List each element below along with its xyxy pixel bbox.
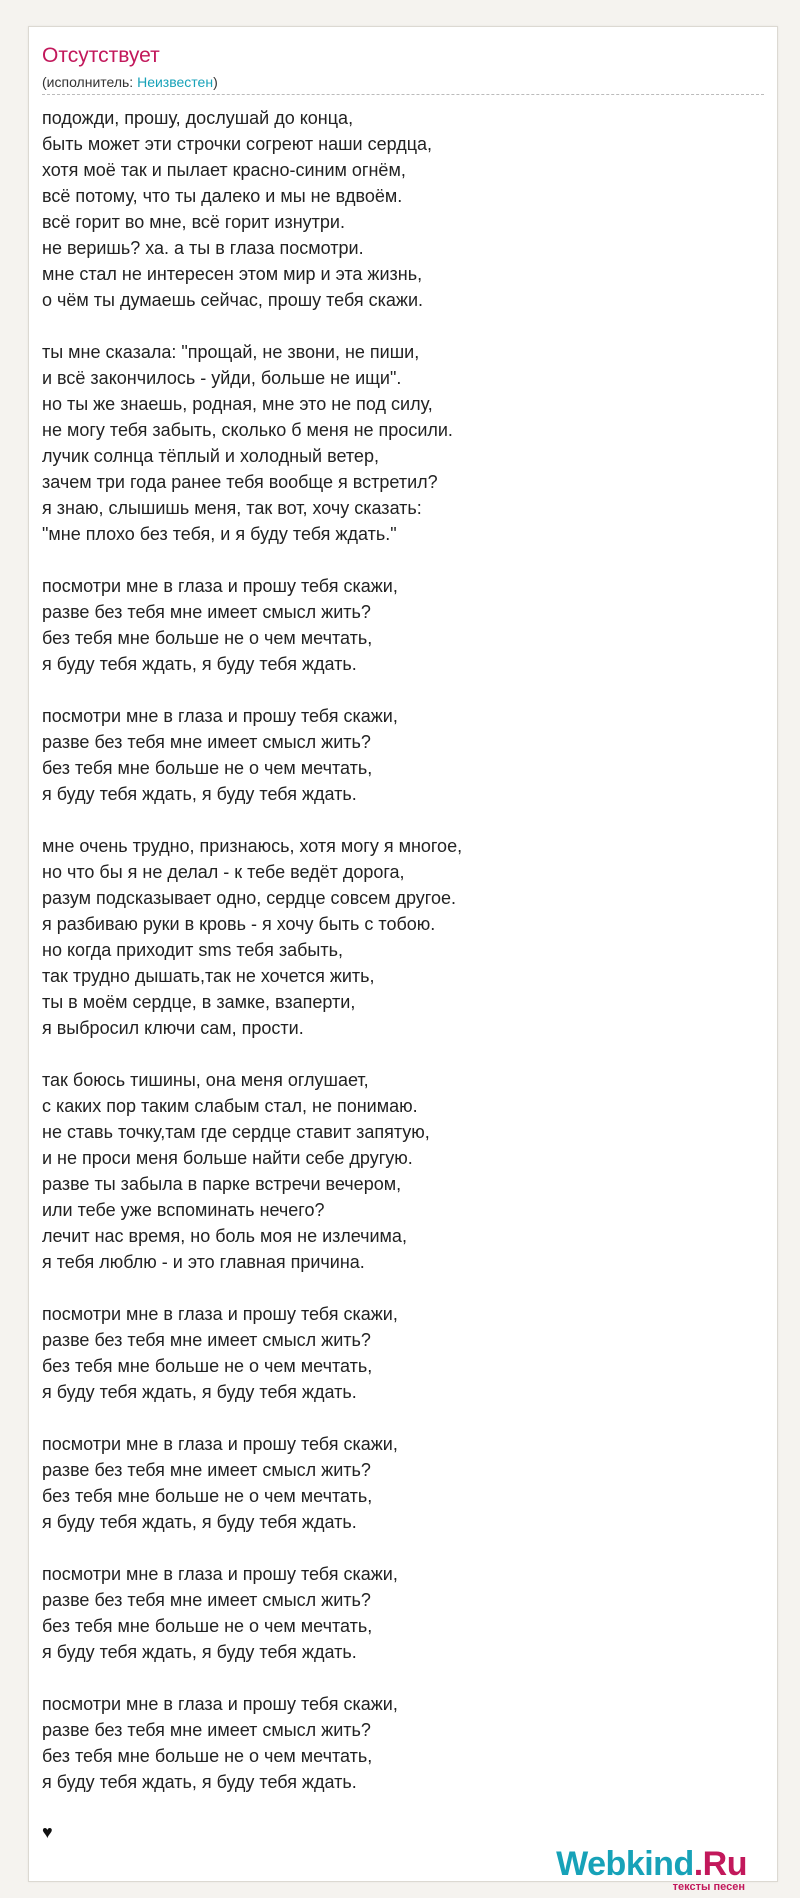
lyric-line: я буду тебя ждать, я буду тебя ждать. <box>42 1642 357 1662</box>
stanza <box>42 1561 762 1665</box>
stanza <box>42 1301 762 1405</box>
lyric-line: зачем три года ранее тебя вообще я встретил? <box>42 472 438 492</box>
lyric-line: без тебя мне больше не о чем мечтать, <box>42 1356 373 1376</box>
lyric-line: я буду тебя ждать, я буду тебя ждать. <box>42 1772 357 1792</box>
stanza <box>42 573 762 677</box>
stanza-gap <box>42 313 762 339</box>
lyric-line: ты в моём сердце, в замке, взаперти, <box>42 992 356 1012</box>
stanza-gap <box>42 1275 762 1301</box>
lyric-line: "мне плохо без тебя, и я буду тебя ждать." <box>42 524 397 544</box>
lyric-line: хотя моё так и пылает красно-синим огнём, <box>42 160 406 180</box>
stanza-gap <box>42 1405 762 1431</box>
lyric-line: так трудно дышать,так не хочется жить, <box>42 966 375 986</box>
stanza-gap <box>42 547 762 573</box>
lyric-line: я буду тебя ждать, я буду тебя ждать. <box>42 1382 357 1402</box>
lyric-line: разве без тебя мне имеет смысл жить? <box>42 1590 371 1610</box>
lyric-line: без тебя мне больше не о чем мечтать, <box>42 1746 373 1766</box>
lyric-line: разве без тебя мне имеет смысл жить? <box>42 1720 371 1740</box>
lyric-line: посмотри мне в глаза и прошу тебя скажи, <box>42 576 398 596</box>
lyric-line: лучик солнца тёплый и холодный ветер, <box>42 446 379 466</box>
lyric-line: так боюсь тишины, она меня оглушает, <box>42 1070 369 1090</box>
site-logo[interactable] <box>557 1845 747 1895</box>
lyric-line: я разбиваю руки в кровь - я хочу быть с тобою. <box>42 914 436 934</box>
lyric-line: разве без тебя мне имеет смысл жить? <box>42 1460 371 1480</box>
lyric-line: о чём ты думаешь сейчас, прошу тебя скажи. <box>42 290 424 310</box>
stanza-gap <box>42 1041 762 1067</box>
lyric-line: мне очень трудно, признаюсь, хотя могу я многое, <box>42 836 463 856</box>
lyric-line: не ставь точку,там где сердце ставит запятую, <box>42 1122 430 1142</box>
lyric-line: посмотри мне в глаза и прошу тебя скажи, <box>42 1564 398 1584</box>
stanza <box>42 339 762 547</box>
lyric-line: но когда приходит sms тебя забыть, <box>42 940 343 960</box>
lyric-line: без тебя мне больше не о чем мечтать, <box>42 1616 373 1636</box>
lyric-line: лечит нас время, но боль моя не излечима, <box>42 1226 407 1246</box>
performer-line <box>42 73 218 91</box>
lyric-line: но что бы я не делал - к тебе ведёт дорога, <box>42 862 405 882</box>
lyric-line: и всё закончилось - уйди, больше не ищи". <box>42 368 402 388</box>
lyric-line: без тебя мне больше не о чем мечтать, <box>42 628 373 648</box>
stanza <box>42 703 762 807</box>
dashed-divider <box>42 94 764 95</box>
lyric-line: не веришь? ха. а ты в глаза посмотри. <box>42 238 364 258</box>
lyric-line: разве без тебя мне имеет смысл жить? <box>42 1330 371 1350</box>
performer-suffix: ) <box>213 74 218 90</box>
logo-subtitle: тексты песен <box>672 1881 745 1893</box>
lyric-line: я буду тебя ждать, я буду тебя ждать. <box>42 1512 357 1532</box>
stanza-gap <box>42 807 762 833</box>
lyric-line: всё потому, что ты далеко и мы не вдвоём. <box>42 186 403 206</box>
logo-main: Webkind <box>556 1845 694 1883</box>
performer-prefix: (исполнитель: <box>42 74 138 90</box>
stanza <box>42 105 762 313</box>
stanza <box>42 1431 762 1535</box>
lyric-line: подожди, прошу, дослушай до конца, <box>42 108 354 128</box>
lyric-line: разве без тебя мне имеет смысл жить? <box>42 602 371 622</box>
song-title: Отсутствует <box>42 44 160 67</box>
logo-wordmark <box>556 1845 747 1883</box>
lyric-line: разве ты забыла в парке встречи вечером, <box>42 1174 402 1194</box>
lyric-line: посмотри мне в глаза и прошу тебя скажи, <box>42 1694 398 1714</box>
lyric-line: мне стал не интересен этом мир и эта жизнь, <box>42 264 423 284</box>
lyric-line: не могу тебя забыть, сколько б меня не просили. <box>42 420 453 440</box>
lyric-line: я буду тебя ждать, я буду тебя ждать. <box>42 784 357 804</box>
lyric-line: всё горит во мне, всё горит изнутри. <box>42 212 345 232</box>
stanza-gap <box>42 1535 762 1561</box>
logo-tld: .Ru <box>693 1845 747 1883</box>
lyric-line: я выбросил ключи сам, прости. <box>42 1018 304 1038</box>
lyric-line: без тебя мне больше не о чем мечтать, <box>42 758 373 778</box>
lyrics-card <box>28 26 778 1893</box>
lyric-line: без тебя мне больше не о чем мечтать, <box>42 1486 373 1506</box>
lyric-line: я тебя люблю - и это главная причина. <box>42 1252 365 1272</box>
lyrics-text <box>42 105 762 1795</box>
lyric-line: с каких пор таким слабым стал, не понимаю. <box>42 1096 418 1116</box>
lyric-line: разум подсказывает одно, сердце совсем другое. <box>42 888 456 908</box>
stanza <box>42 1067 762 1275</box>
lyric-line: посмотри мне в глаза и прошу тебя скажи, <box>42 1304 398 1324</box>
lyric-line: быть может эти строчки согреют наши сердца, <box>42 134 433 154</box>
lyric-line: я знаю, слышишь меня, так вот, хочу сказать: <box>42 498 422 518</box>
lyric-line: или тебе уже вспоминать нечего? <box>42 1200 325 1220</box>
lyric-line: посмотри мне в глаза и прошу тебя скажи, <box>42 1434 398 1454</box>
lyric-line: ты мне сказала: "прощай, не звони, не пиши, <box>42 342 420 362</box>
stanza <box>42 1691 762 1795</box>
artist-link[interactable]: Неизвестен <box>137 74 214 90</box>
stanza-gap <box>42 1665 762 1691</box>
lyric-line: и не проси меня больше найти себе другую. <box>42 1148 413 1168</box>
lyric-line: посмотри мне в глаза и прошу тебя скажи, <box>42 706 398 726</box>
lyric-line: я буду тебя ждать, я буду тебя ждать. <box>42 654 357 674</box>
lyric-line: но ты же знаешь, родная, мне это не под силу, <box>42 394 433 414</box>
stanza <box>42 833 762 1041</box>
stanza-gap <box>42 677 762 703</box>
heart-icon[interactable]: ♥ <box>42 1822 53 1842</box>
lyric-line: разве без тебя мне имеет смысл жить? <box>42 732 371 752</box>
